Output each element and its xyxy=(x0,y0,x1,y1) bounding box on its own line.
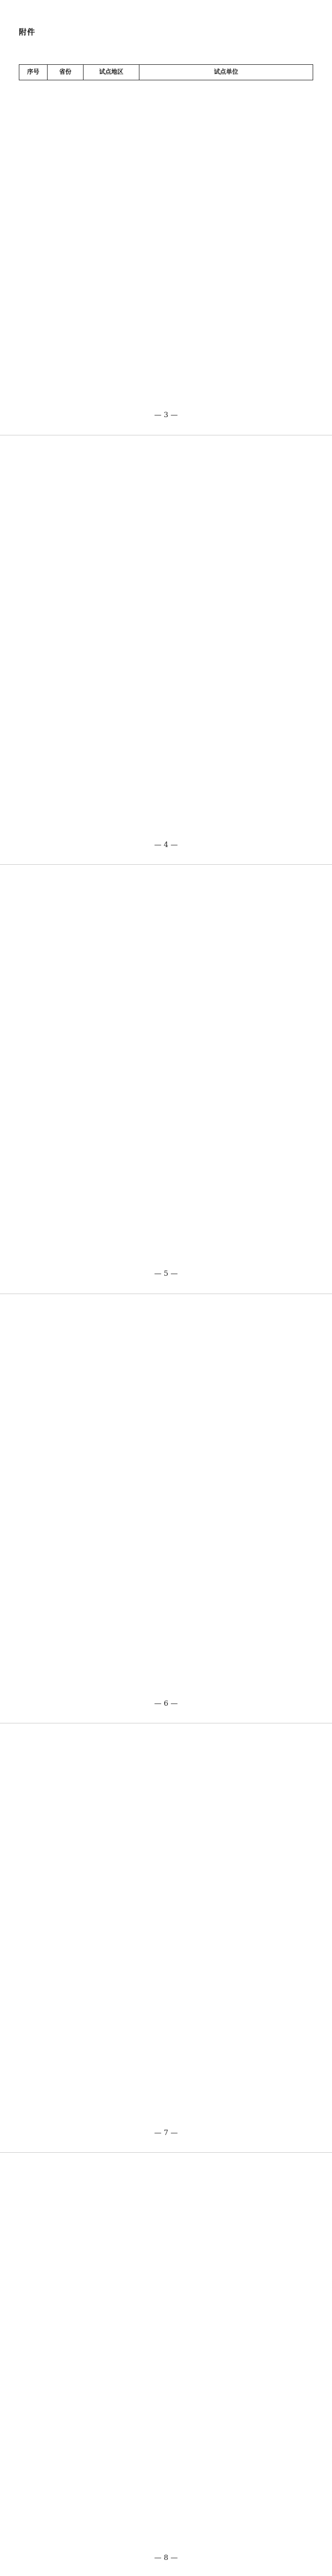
page-number: — 8 — xyxy=(154,2554,178,2562)
header-province: 省份 xyxy=(48,65,84,80)
header-serial: 序号 xyxy=(19,65,48,80)
header-unit: 试点单位 xyxy=(139,65,313,80)
page-number: — 7 — xyxy=(154,2129,178,2137)
page-number: — 3 — xyxy=(154,411,178,419)
header-area: 试点地区 xyxy=(84,65,139,80)
page-number: — 6 — xyxy=(154,1700,178,1708)
table-header-row xyxy=(19,65,313,80)
page-divider xyxy=(0,864,332,865)
attachment-label: 附件 xyxy=(19,28,35,37)
pilot-units-table xyxy=(19,64,313,80)
pilot-table xyxy=(19,64,313,80)
page-number: — 5 — xyxy=(154,1270,178,1278)
page-number: — 4 — xyxy=(154,841,178,849)
page-divider xyxy=(0,2152,332,2153)
